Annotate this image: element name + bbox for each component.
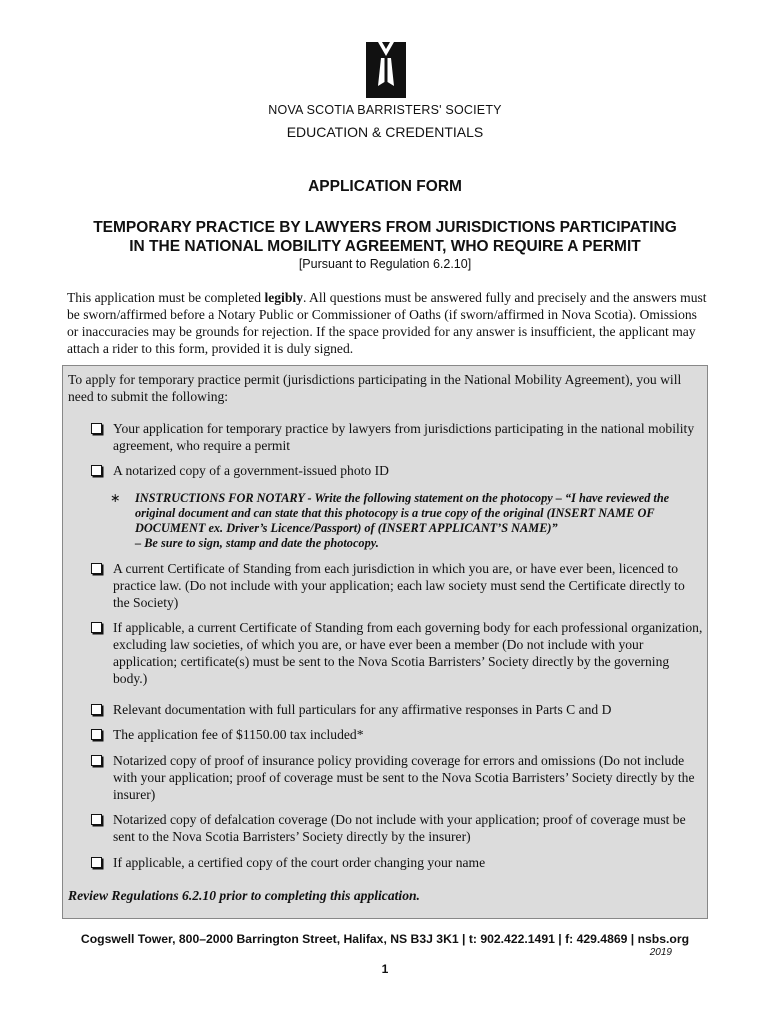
footer-year: 2019 xyxy=(649,947,672,958)
barristers-robe-logo-icon xyxy=(366,42,406,98)
bullet-marker: ∗ xyxy=(110,491,121,505)
form-heading-line: TEMPORARY PRACTICE BY LAWYERS FROM JURISDICTIONS PARTICIPATING xyxy=(93,219,677,236)
checkbox[interactable] xyxy=(91,729,102,740)
intro-paragraph xyxy=(67,289,707,357)
checklist-item-text: If applicable, a current Certificate of Standing from each governing body for each professional organization, excluding law societies, of which you are, or have ever been a member (Do not include with your application; certificate(s) must be sent to the Nova Scotia Barristers’ Society directly by the governing body.) xyxy=(113,620,703,686)
page-number: 1 xyxy=(381,962,389,976)
checkbox[interactable] xyxy=(91,465,102,476)
checklist-item-text: If applicable, a certified copy of the court order changing your name xyxy=(113,855,486,870)
notary-instructions-reminder: – Be sure to sign, stamp and date the photocopy. xyxy=(135,536,379,550)
checklist-item-text: Notarized copy of defalcation coverage (Do not include with your application; proof of coverage must be sent to the Nova Scotia Barristers’ Society directly by the insurer) xyxy=(113,812,686,844)
intro-text: This application must be completed xyxy=(67,290,265,305)
checkbox[interactable] xyxy=(91,857,102,868)
form-title: APPLICATION FORM xyxy=(308,178,462,195)
checkbox[interactable] xyxy=(91,814,102,825)
checklist-item-text: Notarized copy of proof of insurance policy providing coverage for errors and omissions (Do not include with your application; proof of coverage must be sent to the Nova Scotia Barristers’ Society directly by the insurer) xyxy=(113,753,695,802)
checklist-item-text: Relevant documentation with full particulars for any affirmative responses in Parts C and D xyxy=(113,702,612,717)
checkbox[interactable] xyxy=(91,704,102,715)
organization-name: NOVA SCOTIA BARRISTERS' SOCIETY xyxy=(268,103,502,117)
requirements-checklist xyxy=(62,365,708,919)
checklist-intro: To apply for temporary practice permit (jurisdictions participating in the National Mobility Agreement), you will need to submit the following: xyxy=(68,372,682,404)
notary-instructions-text xyxy=(135,491,705,551)
checklist-item-text: The application fee of $1150.00 tax included* xyxy=(113,727,364,742)
checkbox[interactable] xyxy=(91,563,102,574)
review-notice: Review Regulations 6.2.10 prior to completing this application. xyxy=(68,888,420,903)
footer-contact: Cogswell Tower, 800–2000 Barrington Street, Halifax, NS B3J 3K1 | t: 902.422.1491 | f: 429.4869 | nsbs.org xyxy=(80,932,690,946)
checklist-item-text: A current Certificate of Standing from each jurisdiction in which you are, or have ever been, licenced to practice law. (Do not include with your application; each law society must send the Certificate directly to the Society) xyxy=(113,561,685,610)
form-heading-line: IN THE NATIONAL MOBILITY AGREEMENT, WHO REQUIRE A PERMIT xyxy=(129,238,641,255)
intro-text: . All questions must be answered fully and precisely and the answers must be sworn/affirmed before a Notary Public or Commissioner of Oaths (if sworn/affirmed in Nova Scotia). Omissions or inaccuracies may be grounds for rejection. If the space provided for any answer is insufficient, the applicant may attach a rider to this form, provided it is duly signed. xyxy=(67,290,707,356)
checkbox[interactable] xyxy=(91,622,102,633)
regulation-reference: [Pursuant to Regulation 6.2.10] xyxy=(298,257,472,271)
checklist-item-text: Your application for temporary practice by lawyers from jurisdictions participating in the national mobility agreement, who require a permit xyxy=(113,421,695,453)
notary-instructions-statement: INSTRUCTIONS FOR NOTARY - Write the following statement on the photocopy – “I have reviewed the original document and can state that this photocopy is a true copy of the original (INSERT NAME OF DOCUMENT ex. Driver’s Licence/Passport) of (INSERT APPLICANT’S NAME)” xyxy=(135,491,670,535)
checkbox[interactable] xyxy=(91,755,102,766)
department-name: EDUCATION & CREDENTIALS xyxy=(286,124,484,140)
checklist-item-text: A notarized copy of a government-issued photo ID xyxy=(113,463,389,478)
form-heading xyxy=(40,218,730,256)
intro-emphasis: legibly xyxy=(264,290,303,305)
checkbox[interactable] xyxy=(91,423,102,434)
